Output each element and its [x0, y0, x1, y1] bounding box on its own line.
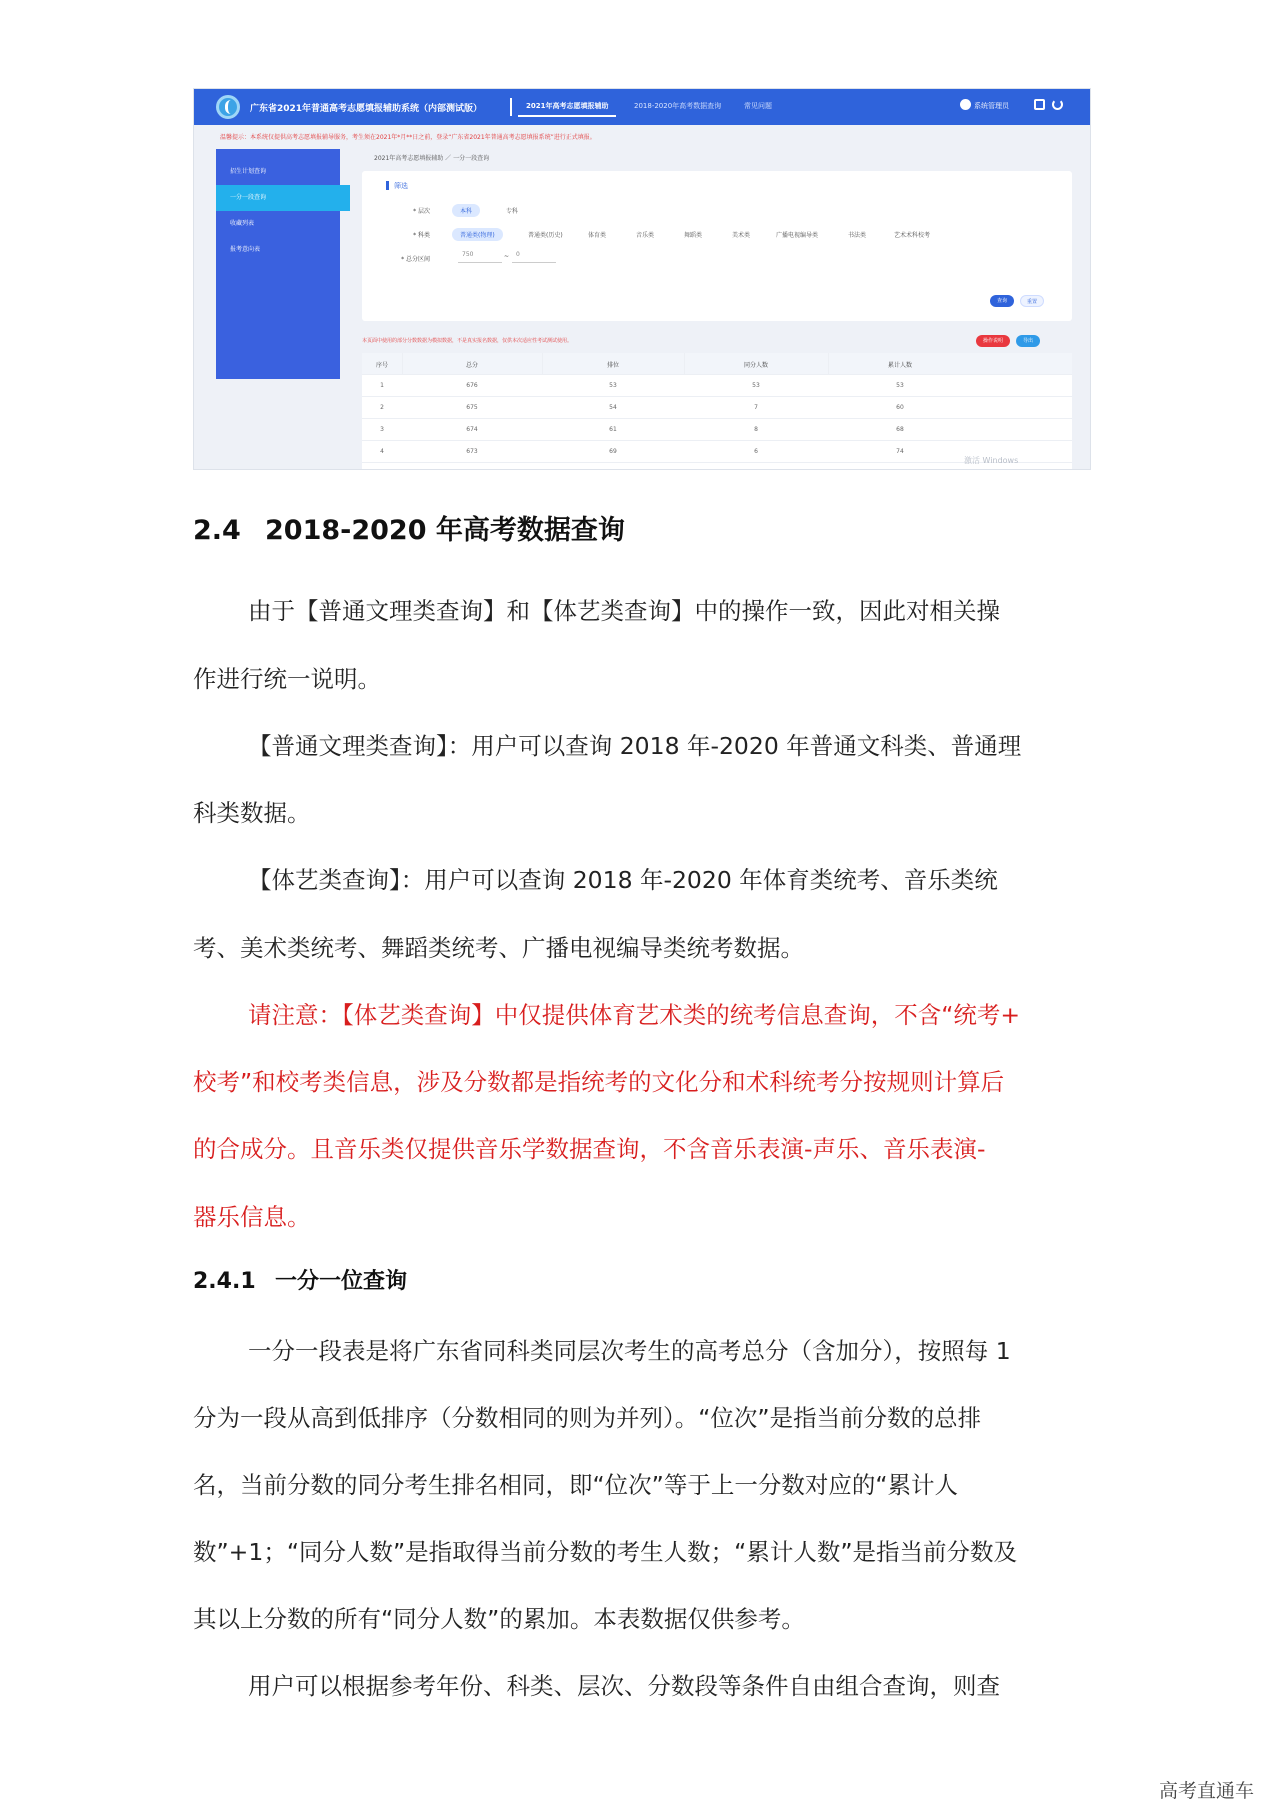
app-logo-icon [216, 95, 240, 119]
paragraph-line: 由于【普通文理类查询】和【体艺类查询】中的操作一致，因此对相关操 [248, 597, 1000, 625]
app-title: 广东省2021年普通高考志愿填报辅助系统（内部测试版） [250, 104, 483, 114]
score-table [362, 353, 1072, 470]
table-header-row [362, 353, 1072, 375]
user-avatar-icon[interactable] [960, 99, 971, 110]
footer-brand: 高考直通车 [1158, 1780, 1254, 1802]
table-cell: 61 [609, 426, 617, 433]
column-header: 总分 [465, 362, 478, 369]
query-button[interactable]: 查询 [990, 295, 1014, 307]
tab-2018-2020-data[interactable]: 2018-2020年高考数据查询 [634, 102, 722, 110]
table-cell: 2 [380, 404, 384, 411]
score-row [362, 251, 1072, 265]
table-cell: 6 [754, 448, 758, 455]
paragraph-line: 【普通文理类查询】：用户可以查询 2018 年-2020 年普通文科类、普通理 [248, 732, 1022, 760]
column-header: 序号 [375, 362, 388, 369]
level-option-college[interactable]: 专科 [506, 208, 519, 215]
section-number: 2.4 [193, 515, 241, 546]
column-header: 排位 [606, 362, 619, 369]
column-header: 累计人数 [887, 362, 912, 369]
subject-option-physics[interactable]: 普通类(物理) [452, 228, 503, 241]
score-range-label: * 总分区间 [401, 256, 430, 263]
table-row [362, 419, 1072, 441]
data-disclaimer: 本页面中使用的部分分数数据为模拟数据，不是真实报名数据，仅供本次适应性考试测试使用。 [362, 338, 573, 344]
level-label: * 层次 [413, 208, 430, 215]
table-cell: 3 [380, 426, 384, 433]
paragraph-line: 【体艺类查询】：用户可以查询 2018 年-2020 年体育类统考、音乐类统 [248, 866, 998, 894]
note-line: 请注意：【体艺类查询】中仅提供体育艺术类的统考信息查询，不含“统考+ [248, 1001, 1021, 1029]
sidebar-item-score-rank[interactable]: 一分一段查询 [216, 185, 350, 211]
subject-option-dance[interactable]: 舞蹈类 [684, 232, 703, 239]
table-cell: 8 [754, 426, 758, 433]
sidebar-item-favorites[interactable]: 收藏列表 [230, 220, 255, 227]
tab-faq[interactable]: 常见问题 [744, 102, 772, 110]
table-row [362, 397, 1072, 419]
column-header: 同分人数 [743, 362, 768, 369]
header-divider [510, 98, 512, 116]
note-line: 校考”和校考类信息，涉及分数都是指统考的文化分和术科统考分按规则计算后 [193, 1068, 1005, 1096]
subject-option-broadcast[interactable]: 广播电视编导类 [776, 232, 819, 239]
power-icon[interactable] [1052, 99, 1063, 110]
table-cell: 673 [466, 448, 478, 455]
export-button[interactable]: 导出 [1016, 335, 1040, 347]
breadcrumb: 2021年高考志愿填报辅助 ／ 一分一段查询 [374, 155, 490, 162]
section-title: 2018-2020 年高考数据查询 [265, 515, 625, 546]
tab-2021-assist[interactable]: 2021年高考志愿填报辅助 [526, 102, 609, 110]
sidebar-item-intent-list[interactable]: 报考意向表 [230, 246, 261, 253]
paragraph-line: 用户可以根据参考年份、科类、层次、分数段等条件自由组合查询，则查 [248, 1672, 1000, 1700]
sidebar [216, 149, 340, 379]
note-line: 的合成分。且音乐类仅提供音乐学数据查询，不含音乐表演-声乐、音乐表演- [193, 1135, 986, 1163]
level-option-undergrad[interactable]: 本科 [452, 204, 480, 217]
paragraph-line: 作进行统一说明。 [193, 665, 381, 693]
table-cell: 1 [380, 382, 384, 389]
app-header [194, 89, 1090, 125]
paragraph-line: 分为一段从高到低排序（分数相同的则为并列）。“位次”是指当前分数的总排 [193, 1404, 982, 1432]
subject-option-calligraphy[interactable]: 书法类 [848, 232, 867, 239]
table-cell: 7 [754, 404, 758, 411]
level-row [362, 203, 1072, 217]
paragraph-line: 一分一段表是将广东省同科类同层次考生的高考总分（含加分），按照每 1 [248, 1337, 1011, 1365]
paragraph-line: 其以上分数的所有“同分人数”的累加。本表数据仅供参考。 [193, 1605, 805, 1633]
subject-option-music[interactable]: 音乐类 [636, 232, 655, 239]
windows-watermark: 激活 Windows [964, 456, 1019, 465]
section-heading [193, 508, 625, 547]
reset-button[interactable]: 重置 [1020, 295, 1044, 307]
embedded-screenshot [193, 88, 1091, 470]
table-cell: 53 [752, 382, 760, 389]
subsection-number: 2.4.1 [193, 1269, 256, 1294]
subsection-heading [193, 1264, 407, 1295]
filter-panel [362, 171, 1072, 321]
score-dash: ~ [504, 253, 510, 260]
subject-option-art-exam[interactable]: 艺术术科校考 [894, 232, 931, 239]
subject-label: * 科类 [413, 232, 430, 239]
filter-title: 筛选 [394, 182, 408, 190]
table-cell: 74 [896, 448, 904, 455]
table-cell: 68 [896, 426, 904, 433]
table-cell: 69 [609, 448, 617, 455]
subject-option-art[interactable]: 美术类 [732, 232, 751, 239]
paragraph-line: 考、美术类统考、舞蹈类统考、广播电视编导类统考数据。 [193, 934, 804, 962]
table-cell: 4 [380, 448, 384, 455]
explain-button[interactable]: 操作说明 [976, 335, 1010, 347]
table-cell: 53 [896, 382, 904, 389]
paragraph-line: 数”+1；“同分人数”是指取得当前分数的考生人数；“累计人数”是指当前分数及 [193, 1538, 1018, 1566]
user-name[interactable]: 系统管理员 [974, 102, 1009, 110]
table-row [362, 375, 1072, 397]
subject-option-sports[interactable]: 体育类 [588, 232, 607, 239]
note-line: 器乐信息。 [193, 1203, 311, 1231]
paragraph-line: 科类数据。 [193, 799, 311, 827]
sidebar-item-enrollment-plan[interactable]: 招生计划查询 [230, 168, 267, 175]
table-cell: 676 [466, 382, 478, 389]
table-cell: 60 [896, 404, 904, 411]
subsection-title: 一分一位查询 [275, 1269, 408, 1294]
table-cell: 675 [466, 404, 478, 411]
paragraph-line: 名，当前分数的同分考生排名相同，即“位次”等于上一分数对应的“累计人 [193, 1471, 959, 1499]
table-cell: 53 [609, 382, 617, 389]
subject-option-history[interactable]: 普通类(历史) [528, 232, 563, 239]
score-from-input[interactable]: 750 [458, 251, 502, 263]
lock-icon[interactable] [1034, 99, 1045, 110]
table-cell: 54 [609, 404, 617, 411]
score-to-input[interactable]: 0 [512, 251, 556, 263]
notice-banner: 温馨提示：本系统仅提供高考志愿填报辅导服务，考生须在2021年*月**日之前，登录“广东省2021年普通高考志愿填报系统”进行正式填报。 [220, 134, 596, 141]
subject-row [362, 227, 1072, 241]
table-cell: 674 [466, 426, 478, 433]
